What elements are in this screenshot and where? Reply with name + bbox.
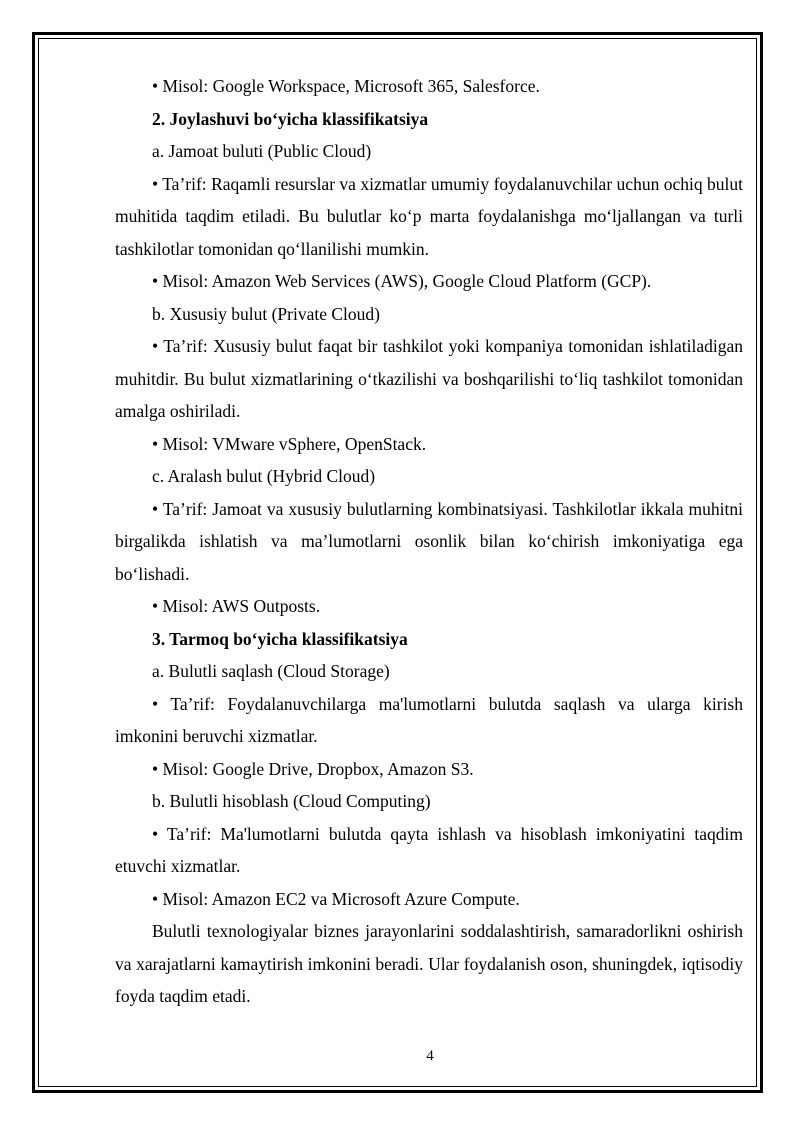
subheading-hybrid-cloud: c. Aralash bulut (Hybrid Cloud) [152, 466, 376, 486]
subheading-public-cloud: a. Jamoat buluti (Public Cloud) [152, 141, 372, 161]
paragraph-public-cloud-example: • Misol: Amazon Web Services (AWS), Google Cloud Platform (GCP). [152, 271, 652, 291]
paragraph-cloud-computing-example: • Misol: Amazon EC2 va Microsoft Azure Compute. [152, 888, 520, 909]
paragraph-private-cloud-definition: • Ta’rif: Xususiy bulut faqat bir tashkilot yoki kompaniya tomonidan ishlatiladigan muhitdir. Bu bulut xizmatlarining o‘tkazilishi va boshqarilishi to‘liq tashkilot tomonidan amalga oshiriladi. [115, 336, 743, 421]
paragraph-public-cloud-definition: • Ta’rif: Raqamli resurslar va xizmatlar umumiy foydalanuvchilar uchun ochiq bulut muhitida taqdim etiladi. Bu bulutlar ko‘p marta foydalanishga mo‘ljallangan va turli tashkilotlar tomonidan qo‘llanilishi mumkin. [115, 173, 743, 259]
heading-network-classification: 3. Tarmoq bo‘yicha klassifikatsiya [152, 628, 408, 649]
subheading-private-cloud: b. Xususiy bulut (Private Cloud) [152, 303, 380, 324]
paragraph-example-saas: • Misol: Google Workspace, Microsoft 365, Salesforce. [152, 76, 540, 96]
paragraph-hybrid-cloud-definition: • Ta’rif: Jamoat va xususiy bulutlarning kombinatsiyasi. Tashkilotlar ikkala muhitni birgalikda ishlatish va ma’lumotlarni osonlik bilan ko‘chirish imkoniyatiga ega bo‘lishadi. [115, 498, 743, 584]
paragraph-cloud-storage-definition: • Ta’rif: Foydalanuvchilarga ma'lumotlarni bulutda saqlash va ularga kirish imkonini beruvchi xizmatlar. [115, 693, 743, 746]
paragraph-hybrid-cloud-example: • Misol: AWS Outposts. [152, 596, 321, 616]
document-body [115, 70, 743, 1013]
page-number: 4 [426, 1048, 434, 1064]
subheading-cloud-computing: b. Bulutli hisoblash (Cloud Computing) [152, 791, 431, 811]
paragraph-private-cloud-example: • Misol: VMware vSphere, OpenStack. [152, 433, 427, 454]
heading-deployment-classification: 2. Joylashuvi bo‘yicha klassifikatsiya [152, 108, 429, 129]
paragraph-cloud-computing-definition: • Ta’rif: Ma'lumotlarni bulutda qayta ishlash va hisoblash imkoniyatini taqdim etuvchi xizmatlar. [115, 823, 743, 876]
paragraph-cloud-storage-example: • Misol: Google Drive, Dropbox, Amazon S3. [152, 758, 474, 779]
paragraph-conclusion: Bulutli texnologiyalar biznes jarayonlarini soddalashtirish, samaradorlikni oshirish va xarajatlarni kamaytirish imkonini beradi. Ular foydalanish oson, shuningdek, iqtisodiy foyda taqdim etadi. [115, 921, 743, 1006]
subheading-cloud-storage: a. Bulutli saqlash (Cloud Storage) [152, 661, 390, 681]
